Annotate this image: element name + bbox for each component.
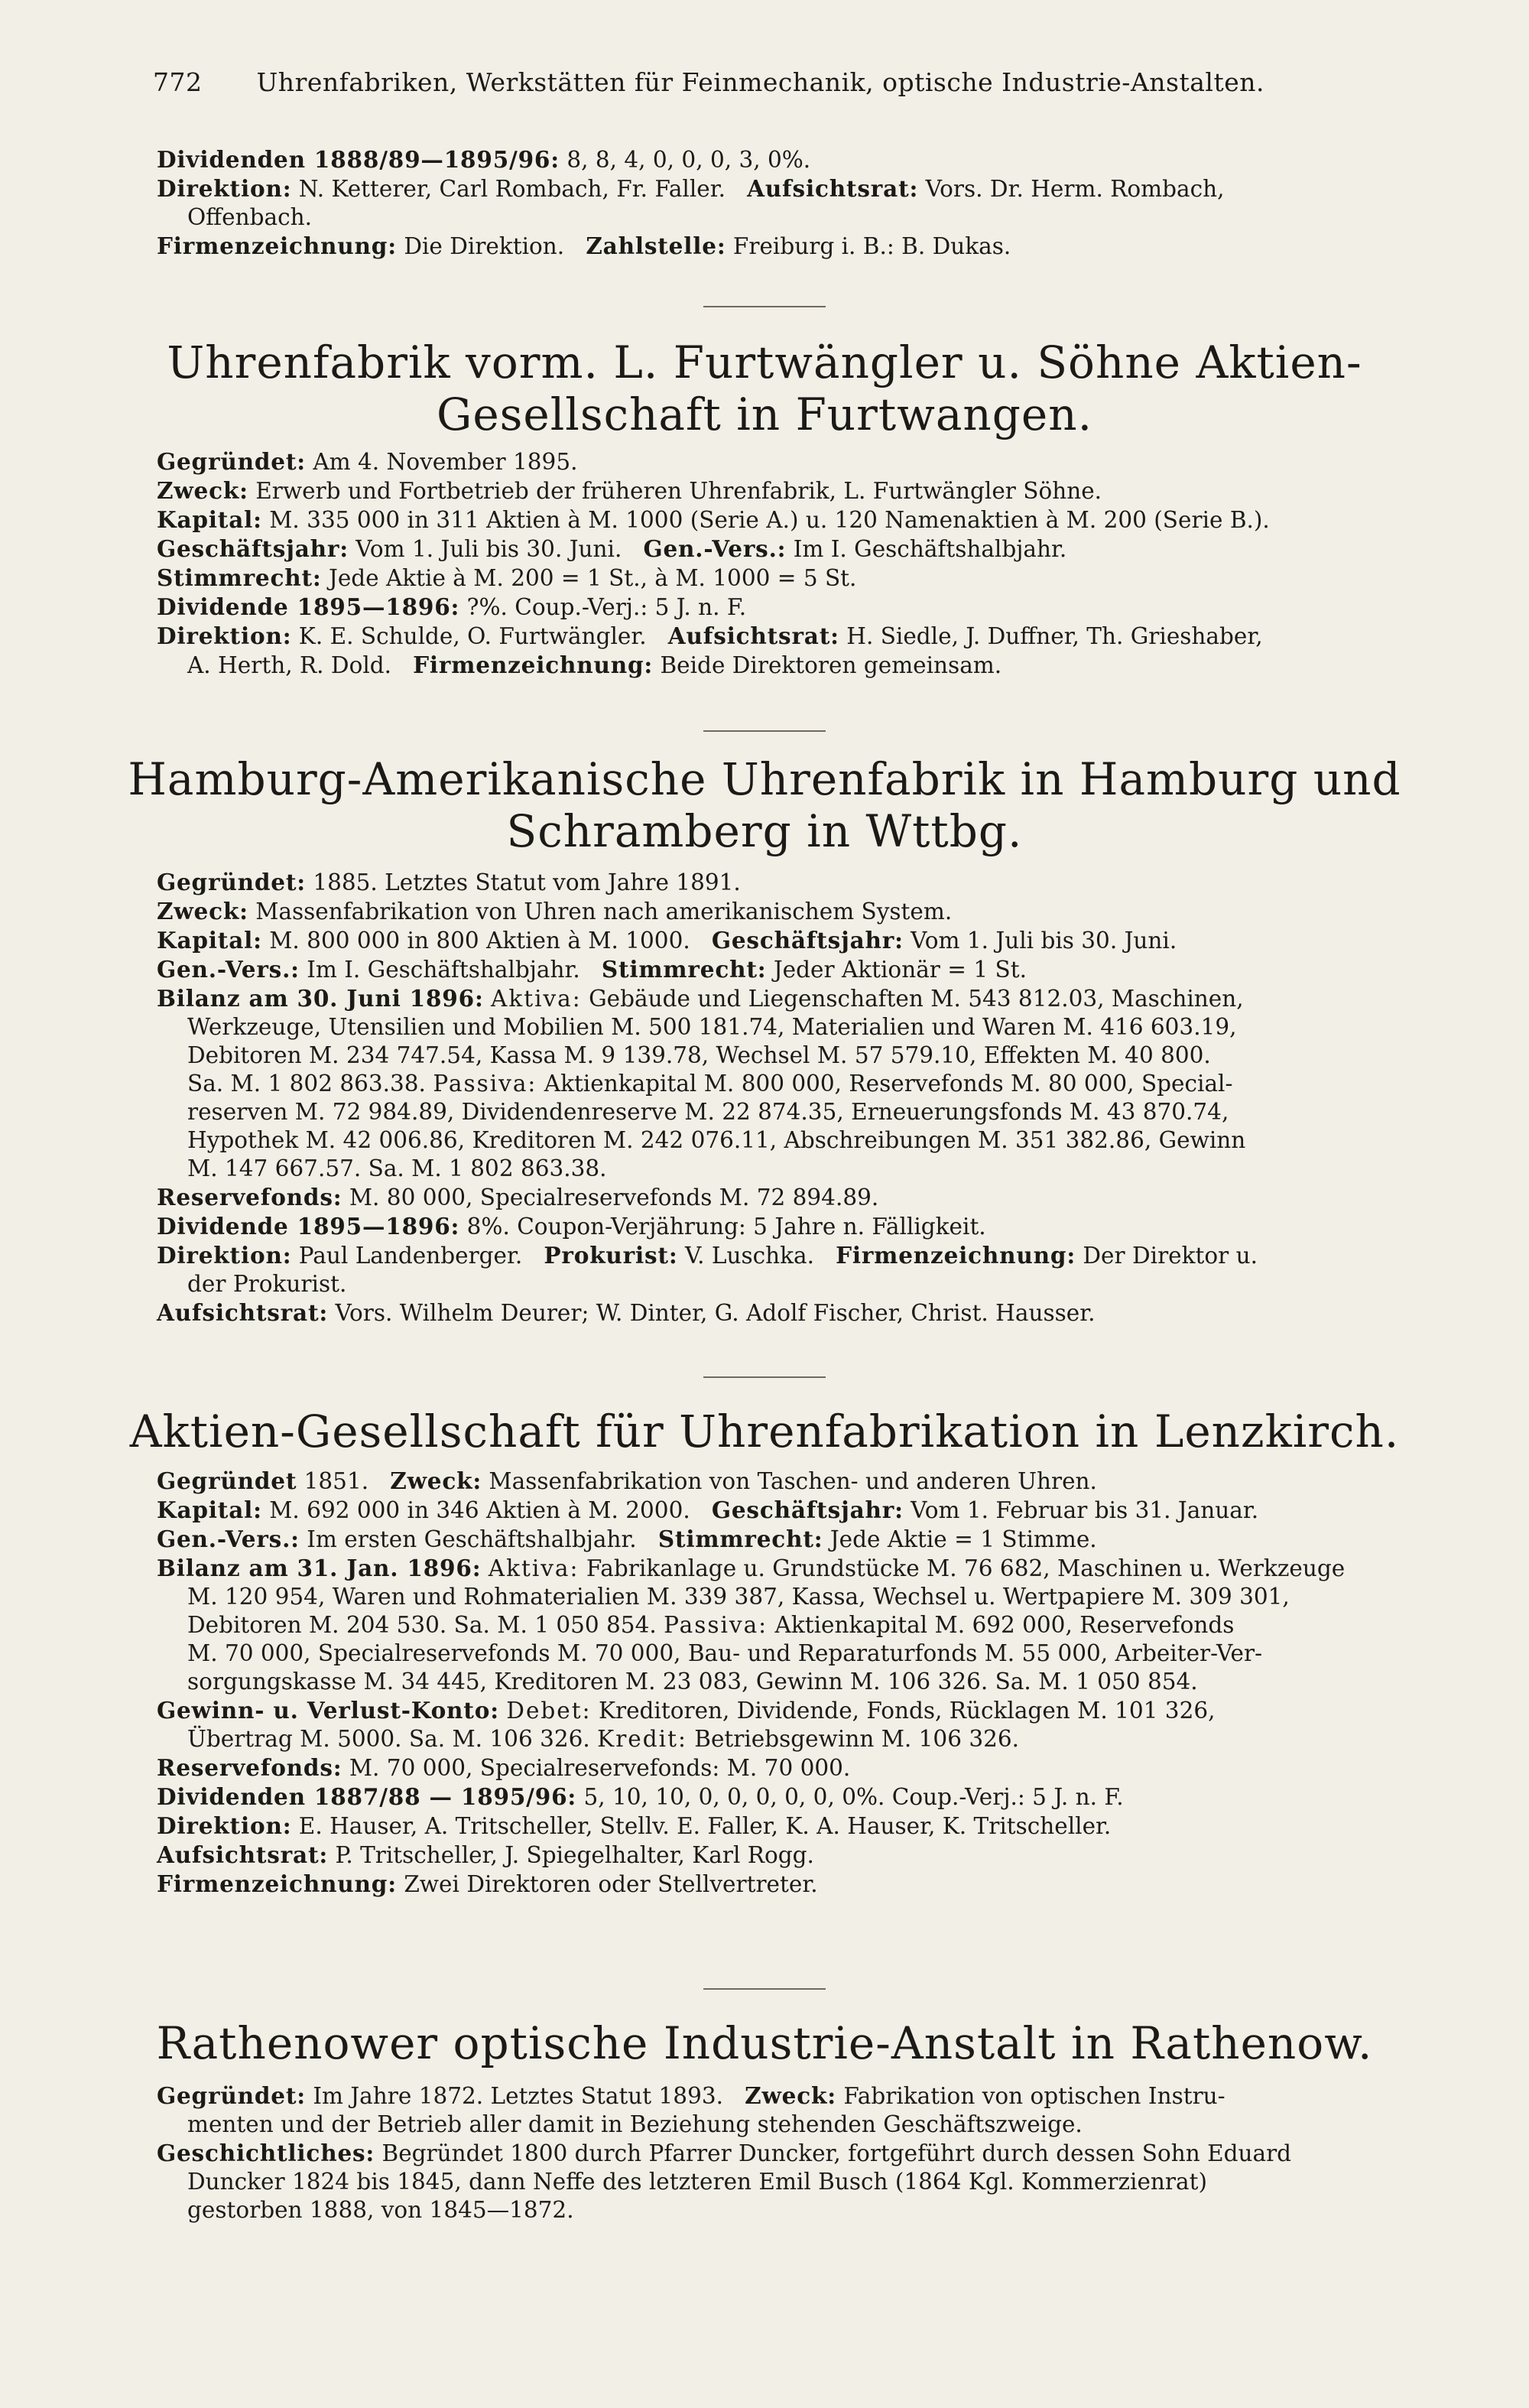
- field-label: Gen.-Vers.:: [643, 535, 787, 562]
- aktiva-word: Aktiva:: [491, 986, 582, 1012]
- section-title-rathenow: [107, 2017, 1422, 2069]
- field-label: Firmenzeichnung:: [836, 1242, 1076, 1269]
- field-label: Kapital:: [157, 1496, 262, 1523]
- field-label: Zweck:: [390, 1467, 482, 1494]
- field-value: Beide Direktoren gemeinsam.: [660, 652, 1002, 678]
- direktion-line: [157, 1241, 1487, 1298]
- zweck-line: [157, 897, 1487, 926]
- bilanz-line: [157, 1070, 1487, 1098]
- field-value: Vom 1. Februar bis 31. Januar.: [911, 1497, 1259, 1523]
- field-label: Bilanz am 31. Jan. 1896:: [157, 1555, 482, 1581]
- reservefonds-line: [157, 1753, 1487, 1782]
- field-value: Vom 1. Juli bis 30. Juni.: [355, 536, 622, 562]
- field-value: 1851.: [304, 1468, 369, 1494]
- field-value: V. Luschka.: [684, 1243, 814, 1269]
- page-header: [153, 67, 1391, 97]
- section-title-furtwangler: [107, 336, 1422, 440]
- field-value: A. Herth, R. Dold.: [187, 652, 392, 678]
- bilanz-paragraph: [157, 984, 1487, 1183]
- bilanz-text: Sa. M. 1 802 863.38.: [187, 1071, 426, 1097]
- field-value: Im Jahre 1872. Letztes Statut 1893.: [313, 2083, 723, 2109]
- field-value: P. Tritscheller, J. Spiegelhalter, Karl Rogg.: [335, 1842, 814, 1868]
- field-value: Begründet 1800 durch Pfarrer Duncker, fortgeführt durch dessen Sohn Eduard: [381, 2140, 1292, 2166]
- field-label: Zweck:: [157, 477, 248, 504]
- title-line: Uhrenfabrik vorm. L. Furtwängler u. Söhne Aktien-: [167, 336, 1362, 388]
- field-value: N. Ketterer, Carl Rombach, Fr. Faller.: [298, 176, 726, 202]
- genvers-line: [157, 955, 1487, 984]
- guv-text: Übertrag M. 5000. Sa. M. 106 326.: [187, 1726, 590, 1752]
- title-line: Schramberg in Wttbg.: [506, 805, 1023, 857]
- field-value: Der Direktor u.: [1083, 1243, 1258, 1269]
- field-value: Die Direktion.: [404, 233, 565, 259]
- section-divider: [703, 1988, 826, 1990]
- bilanz-text: M. 147 667.57. Sa. M. 1 802 863.38.: [187, 1155, 607, 1181]
- kredit-word: Kredit:: [597, 1726, 687, 1752]
- title-line: Hamburg-Amerikanische Uhrenfabrik in Hamburg und: [128, 753, 1401, 805]
- field-label: Direktion:: [157, 175, 292, 202]
- guv-text: Betriebsgewinn M. 106 326.: [694, 1726, 1020, 1752]
- bilanz-text: Debitoren M. 204 530. Sa. M. 1 050 854.: [187, 1612, 657, 1638]
- field-value: H. Siedle, J. Duffner, Th. Grieshaber,: [846, 623, 1263, 649]
- field-label: Geschichtliches:: [157, 2140, 375, 2166]
- field-label: Reservefonds:: [157, 1754, 342, 1781]
- title-line: Gesellschaft in Furtwangen.: [436, 388, 1093, 440]
- geschaeftsjahr-line: [157, 535, 1487, 564]
- field-value: Jede Aktie à M. 200 = 1 St., à M. 1000 = 5 St.: [329, 565, 857, 591]
- guv-paragraph: [157, 1696, 1487, 1753]
- dividenden-line: [157, 1782, 1487, 1812]
- field-label: Geschäftsjahr:: [157, 535, 349, 562]
- passiva-word: Passiva:: [433, 1071, 537, 1097]
- field-label: Gegründet: [157, 1467, 297, 1494]
- dividende-line: [157, 593, 1487, 622]
- section-body-rathenow: [157, 2081, 1487, 2224]
- field-label: Geschäftsjahr:: [711, 1496, 904, 1523]
- bilanz-text: Hypothek M. 42 006.86, Kreditoren M. 242 076.11, Abschreibungen M. 351 382.86, Gewinn: [187, 1127, 1246, 1153]
- field-label: Stimmrecht:: [157, 564, 322, 591]
- bilanz-text: Fabrikanlage u. Grundstücke M. 76 682, Maschinen u. Werkzeuge: [586, 1555, 1346, 1581]
- section-divider: [703, 730, 826, 732]
- field-label: Dividenden 1888/89—1895/96:: [157, 146, 560, 173]
- aktiva-word: Aktiva:: [488, 1555, 579, 1581]
- field-value: M. 692 000 in 346 Aktien à M. 2000.: [269, 1497, 690, 1523]
- gegruendet-line: [157, 1467, 1487, 1496]
- previous-entry-tail: [157, 145, 1487, 261]
- zweck-line: [157, 476, 1487, 505]
- firmenzeichnung-line: [157, 232, 1487, 261]
- title-line: Rathenower optische Industrie-Anstalt in Rathenow.: [156, 2017, 1373, 2069]
- field-value: Jeder Aktionär = 1 St.: [773, 957, 1027, 983]
- field-value: Vom 1. Juli bis 30. Juni.: [911, 928, 1177, 954]
- field-label: Dividende 1895—1896:: [157, 1213, 460, 1240]
- bilanz-text: Aktienkapital M. 800 000, Reservefonds M. 80 000, Special-: [544, 1071, 1233, 1097]
- dividenden-line: [157, 145, 1487, 174]
- field-label: Zweck:: [745, 2082, 836, 2109]
- guv-line: [157, 1725, 1487, 1753]
- direktion-line: [157, 622, 1487, 680]
- reservefonds-line: [157, 1183, 1487, 1212]
- field-label: Firmenzeichnung:: [413, 652, 654, 678]
- bilanz-text: Debitoren M. 234 747.54, Kassa M. 9 139.78, Wechsel M. 57 579.10, Effekten M. 40 800.: [187, 1042, 1211, 1068]
- aufsichtsrat-line: [157, 1298, 1487, 1327]
- firmenzeichnung-line: [157, 1870, 1487, 1899]
- bilanz-paragraph: [157, 1554, 1487, 1696]
- bilanz-text: M. 120 954, Waren und Rohmaterialien M. 339 387, Kassa, Wechsel u. Wertpapiere M. 309 301,: [187, 1584, 1290, 1610]
- field-value: ?%. Coup.-Verj.: 5 J. n. F.: [466, 594, 747, 620]
- field-value: M. 80 000, Specialreservefonds M. 72 894.89.: [349, 1185, 879, 1210]
- section-body-hamburg: [157, 868, 1487, 1327]
- field-label: Zahlstelle:: [586, 232, 726, 259]
- direktion-line: [157, 174, 1487, 232]
- field-continuation: menten und der Betrieb aller damit in Beziehung stehenden Geschäftszweige.: [187, 2111, 1083, 2137]
- bilanz-text: Aktienkapital M. 692 000, Reservefonds: [774, 1612, 1235, 1638]
- field-value: M. 335 000 in 311 Aktien à M. 1000 (Serie A.) u. 120 Namenaktien à M. 200 (Serie B.).: [269, 507, 1270, 533]
- field-label: Bilanz am 30. Juni 1896:: [157, 985, 484, 1012]
- kapital-line: [157, 926, 1487, 955]
- field-value: Freiburg i. B.: B. Dukas.: [732, 233, 1011, 259]
- field-label: Gen.-Vers.:: [157, 956, 300, 983]
- debet-word: Debet:: [506, 1698, 592, 1724]
- field-value: Paul Landenberger.: [298, 1243, 523, 1269]
- bilanz-text: Gebäude und Liegenschaften M. 543 812.03, Maschinen,: [589, 986, 1244, 1012]
- field-value: Zwei Direktoren oder Stellvertreter.: [404, 1871, 818, 1897]
- bilanz-text: Werkzeuge, Utensilien und Mobilien M. 500 181.74, Materialien und Waren M. 416 603.19,: [187, 1014, 1237, 1040]
- field-label: Kapital:: [157, 506, 262, 533]
- field-label: Gegründet:: [157, 448, 306, 475]
- field-label: Aufsichtsrat:: [157, 1299, 329, 1326]
- field-label: Aufsichtsrat:: [747, 175, 919, 202]
- field-value: Jede Aktie = 1 Stimme.: [829, 1526, 1097, 1552]
- field-value: Am 4. November 1895.: [313, 449, 578, 475]
- field-value: Im I. Geschäftshalbjahr.: [793, 536, 1067, 562]
- section-divider: [703, 306, 826, 307]
- field-value: 8, 8, 4, 0, 0, 0, 3, 0%.: [566, 147, 811, 173]
- field-value: Vors. Wilhelm Deurer; W. Dinter, G. Adolf Fischer, Christ. Hausser.: [335, 1300, 1096, 1326]
- field-label: Dividende 1895—1896:: [157, 593, 460, 620]
- field-value: 5, 10, 10, 0, 0, 0, 0, 0, 0%. Coup.-Verj.: 5 J. n. F.: [583, 1784, 1124, 1810]
- bilanz-text: reserven M. 72 984.89, Dividendenreserve M. 22 874.35, Erneuerungsfonds M. 43 870.74,: [187, 1099, 1229, 1125]
- bilanz-text: sorgungskasse M. 34 445, Kreditoren M. 23 083, Gewinn M. 106 326. Sa. M. 1 050 854.: [187, 1669, 1198, 1695]
- field-value: E. Hauser, A. Tritscheller, Stellv. E. Faller, K. A. Hauser, K. Tritscheller.: [298, 1813, 1112, 1839]
- field-value: Im ersten Geschäftshalbjahr.: [307, 1526, 637, 1552]
- field-label: Firmenzeichnung:: [157, 1870, 397, 1897]
- field-label: Prokurist:: [544, 1242, 678, 1269]
- field-label: Aufsichtsrat:: [157, 1841, 329, 1868]
- title-line: Aktien-Gesellschaft für Uhrenfabrikation in Lenzkirch.: [129, 1405, 1400, 1457]
- field-label: Reservefonds:: [157, 1184, 342, 1210]
- field-continuation: der Prokurist.: [187, 1271, 347, 1297]
- field-value: Erwerb und Fortbetrieb der früheren Uhrenfabrik, L. Furtwängler Söhne.: [255, 478, 1102, 504]
- field-label: Direktion:: [157, 1242, 292, 1269]
- field-label: Gegründet:: [157, 2082, 306, 2109]
- dividende-line: [157, 1212, 1487, 1241]
- running-title: Uhrenfabriken, Werkstätten für Feinmechanik, optische Industrie-Anstalten.: [256, 67, 1265, 97]
- page-number: 772: [153, 67, 203, 97]
- field-continuation: Offenbach.: [187, 204, 312, 230]
- field-label: Dividenden 1887/88 — 1895/96:: [157, 1783, 577, 1810]
- guv-text: Kreditoren, Dividende, Fonds, Rücklagen M. 101 326,: [598, 1698, 1216, 1724]
- field-label: Zweck:: [157, 898, 248, 925]
- field-value: Im I. Geschäftshalbjahr.: [307, 957, 580, 983]
- gegruendet-line: [157, 447, 1487, 476]
- field-value: M. 70 000, Specialreservefonds: M. 70 000.: [349, 1755, 851, 1781]
- field-label: Direktion:: [157, 622, 292, 649]
- gegruendet-line: [157, 2081, 1487, 2139]
- field-value: 8%. Coupon-Verjährung: 5 Jahre n. Fälligkeit.: [466, 1214, 986, 1240]
- field-label: Aufsichtsrat:: [667, 622, 839, 649]
- section-title-lenzkirch: [107, 1405, 1422, 1457]
- field-label: Gegründet:: [157, 869, 306, 895]
- kapital-line: [157, 1496, 1487, 1525]
- field-value: M. 800 000 in 800 Aktien à M. 1000.: [269, 928, 690, 954]
- field-label: Gen.-Vers.:: [157, 1526, 300, 1552]
- section-body-lenzkirch: [157, 1467, 1487, 1899]
- gegruendet-line: [157, 868, 1487, 897]
- field-continuation: gestorben 1888, von 1845—1872.: [187, 2197, 574, 2223]
- geschichtliches-paragraph: [157, 2139, 1487, 2224]
- field-label: Stimmrecht:: [601, 956, 767, 983]
- field-continuation: Duncker 1824 bis 1845, dann Neffe des letzteren Emil Busch (1864 Kgl. Kommerzienrat): [187, 2169, 1207, 2195]
- section-body-furtwangler: [157, 447, 1487, 680]
- bilanz-text: M. 70 000, Specialreservefonds M. 70 000, Bau- und Reparaturfonds M. 55 000, Arbeiter-Ver-: [187, 1640, 1263, 1666]
- stimmrecht-line: [157, 564, 1487, 593]
- bilanz-line: [157, 1611, 1487, 1639]
- field-value: 1885. Letztes Statut vom Jahre 1891.: [313, 869, 741, 895]
- direktion-line: [157, 1812, 1487, 1841]
- field-value: Vors. Dr. Herm. Rombach,: [925, 176, 1225, 202]
- passiva-word: Passiva:: [664, 1612, 768, 1638]
- section-title-hamburg: [107, 753, 1422, 857]
- field-label: Firmenzeichnung:: [157, 232, 397, 259]
- field-label: Kapital:: [157, 927, 262, 954]
- field-label: Geschäftsjahr:: [711, 927, 904, 954]
- field-label: Stimmrecht:: [657, 1526, 823, 1552]
- field-value: Massenfabrikation von Taschen- und anderen Uhren.: [489, 1468, 1097, 1494]
- field-value: Massenfabrikation von Uhren nach amerikanischem System.: [255, 899, 953, 925]
- field-value: Fabrikation von optischen Instru-: [843, 2083, 1225, 2109]
- section-divider: [703, 1376, 826, 1378]
- aufsichtsrat-line: [157, 1841, 1487, 1870]
- field-value: K. E. Schulde, O. Furtwängler.: [298, 623, 647, 649]
- field-label: Gewinn- u. Verlust-Konto:: [157, 1697, 499, 1724]
- kapital-line: [157, 505, 1487, 535]
- genvers-line: [157, 1525, 1487, 1554]
- field-label: Direktion:: [157, 1812, 292, 1839]
- field-continuation: [157, 651, 1487, 680]
